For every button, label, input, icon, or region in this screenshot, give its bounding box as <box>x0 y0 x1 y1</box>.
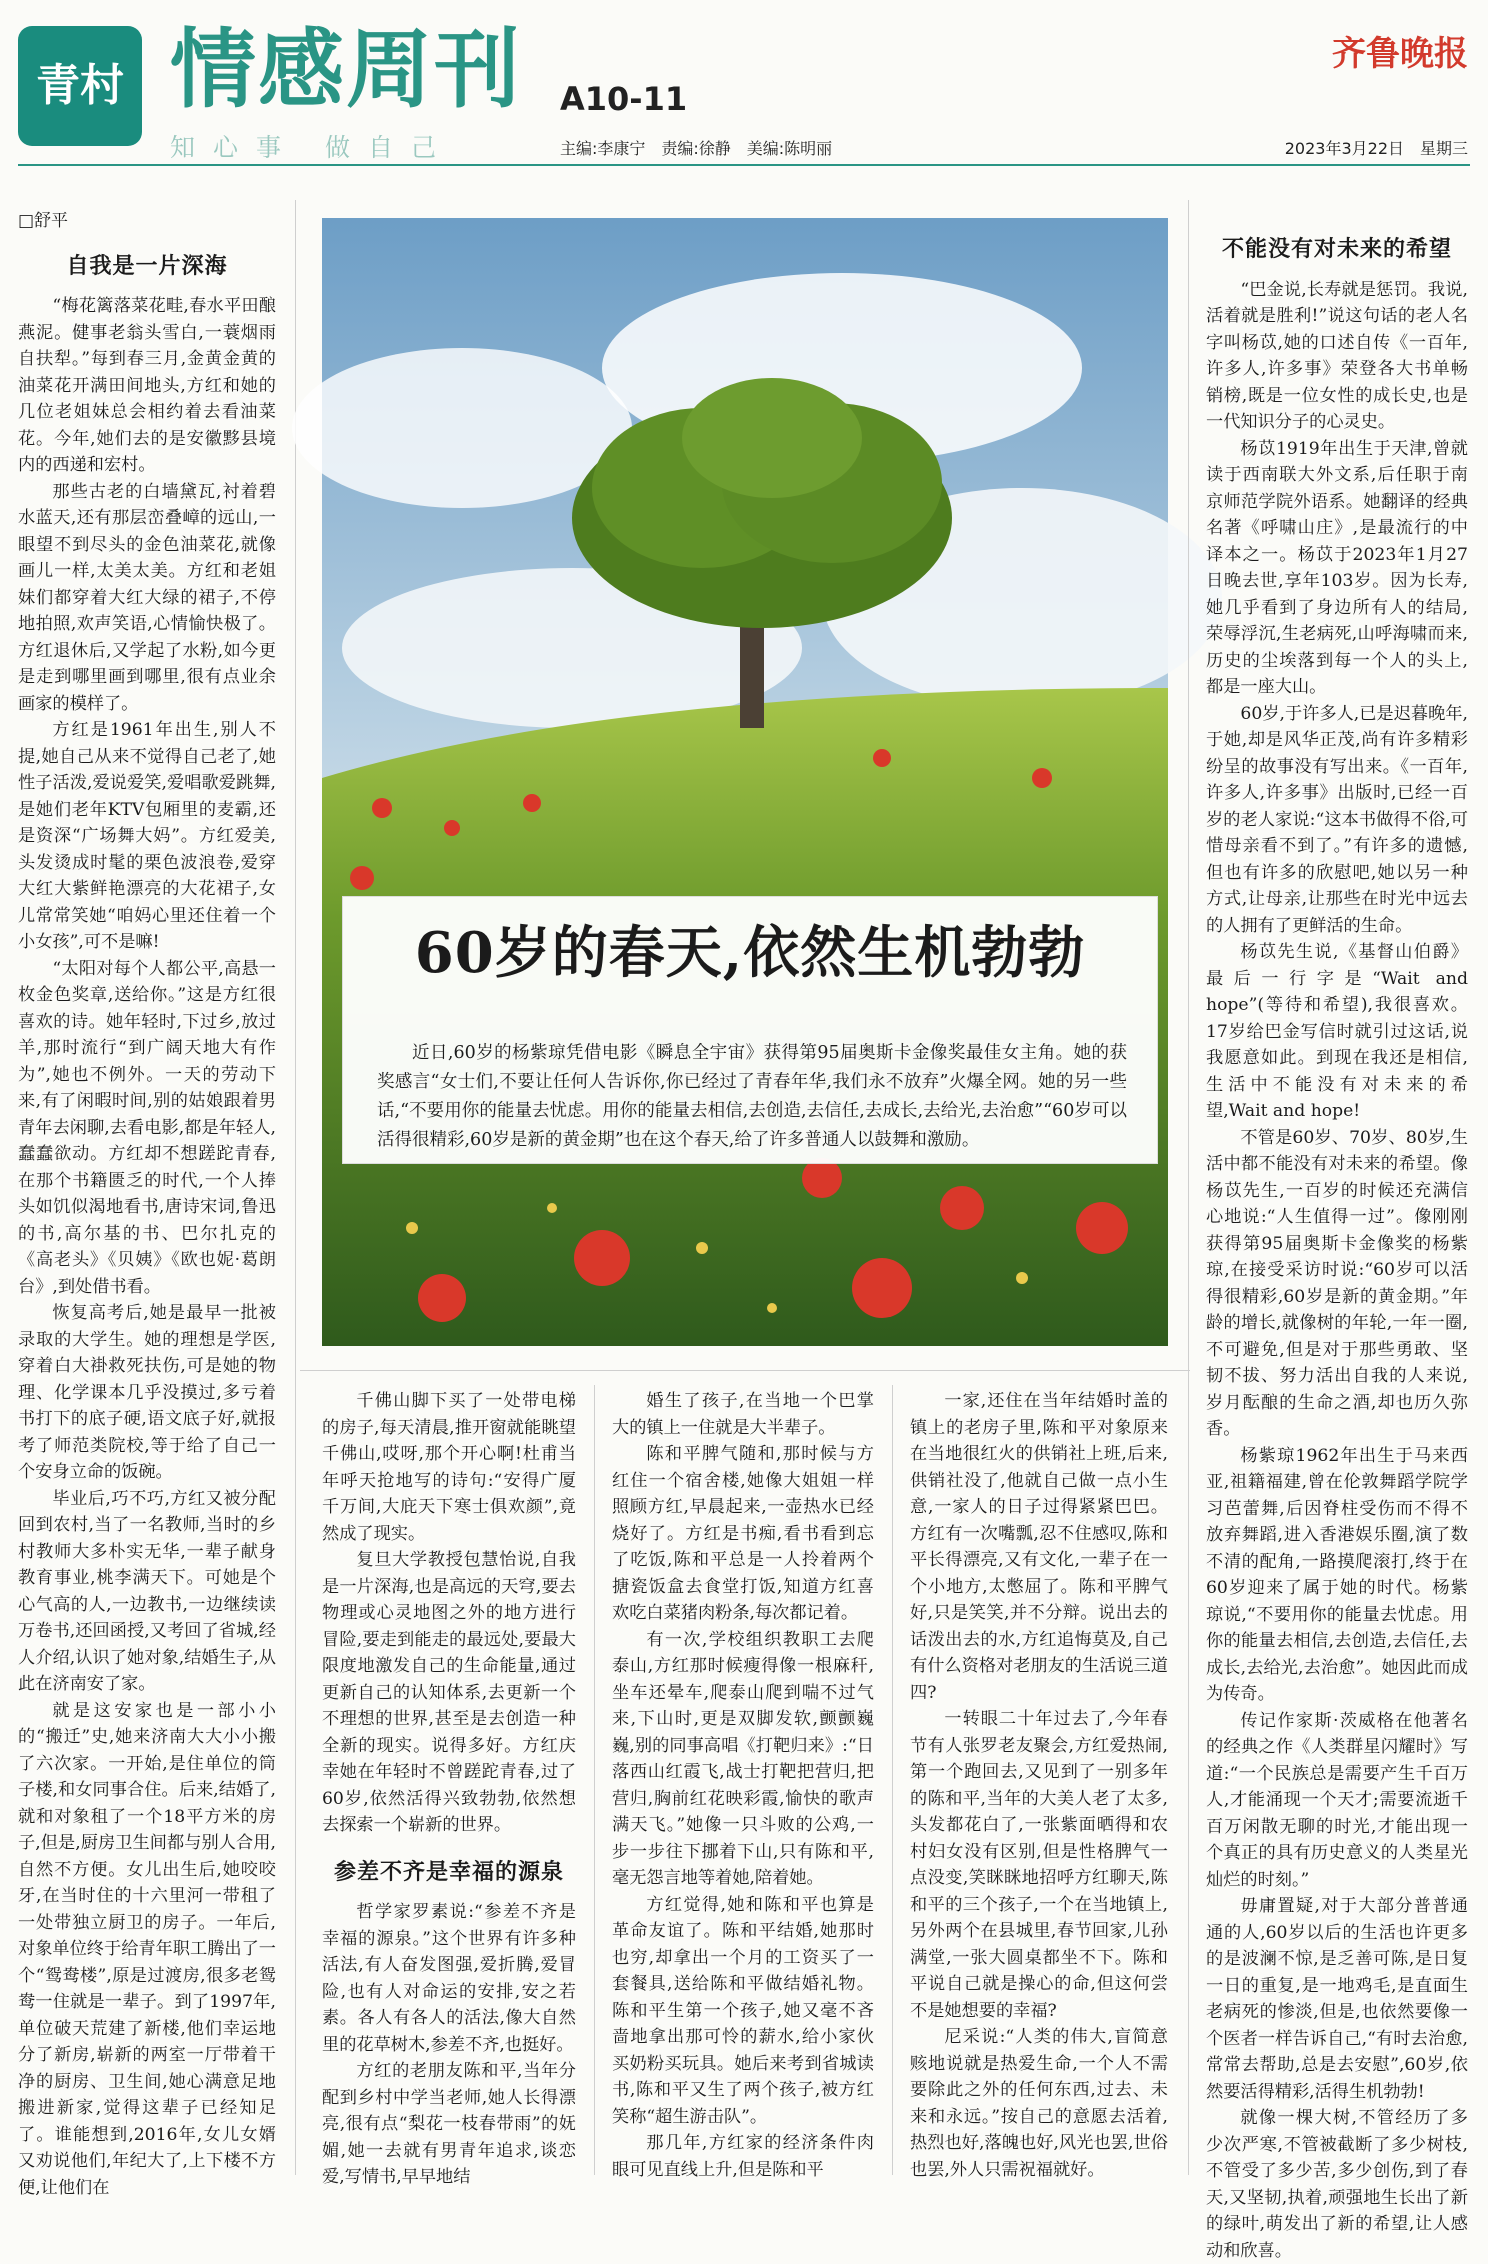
feature-headline: 60岁的春天,依然生机勃勃 <box>414 920 1086 986</box>
paragraph: 哲学家罗素说:“参差不齐是幸福的源泉。”这个世界有许多种活法,有人奋发图强,爱折腾,爱冒险,也有人对命运的安排,安之若素。各人有各人的活法,像大自然里的花草树木,参差不齐,也挺好。 <box>322 1902 576 2055</box>
paragraph: 毕业后,巧不巧,方红又被分配回到农村,当了一名教师,当时的乡村教师大多朴实无华,一辈子献身教育事业,桃李满天下。可她是个心气高的人,一边教书,一边继续读万卷书,还回函授,又考回了省城,经人介绍,认识了她对象,结婚生子,从此在济南安了家。 <box>18 1488 276 1694</box>
paragraph: 有一次,学校组织教职工去爬泰山,方红那时候瘦得像一根麻秆,坐车还晕车,爬泰山爬到喘不过气来,下山时,更是双脚发软,颤颤巍巍,别的同事高唱《打靶归来》:“日落西山红霞飞,战士打靶把营归,把营归,胸前红花映彩霞,愉快的歌声满天飞。”她像一只斗败的公鸡,一步一步往下挪着下山,只有陈和平,毫无怨言地等着她,陪着她。 <box>612 1629 874 1888</box>
paragraph: 千佛山脚下买了一处带电梯的房子,每天清晨,推开窗就能眺望千佛山,哎呀,那个开心啊!杜甫当年呼天抢地写的诗句:“安得广厦千万间,大庇天下寒士俱欢颜”,竟然成了现实。 <box>322 1391 576 1544</box>
feature-intro: 近日,60岁的杨紫琼凭借电影《瞬息全宇宙》获得第95届奥斯卡金像奖最佳女主角。她的获奖感言“女士们,不要让任何人告诉你,你已经过了青春年华,我们永不放弃”火爆全网。她的另一些话,“不要用你的能量去忧虑。用你的能量去相信,去创造,去信任,去成长,去给光,去治愈”“60岁可以活得很精彩,60岁是新的黄金期”也在这个春天,给了许多普通人以鼓舞和激励。 <box>377 1043 1127 1150</box>
article-column-right <box>1206 230 1468 2261</box>
paragraph: 方红的老朋友陈和平,当年分配到乡村中学当老师,她人长得漂亮,很有点“梨花一枝春带雨”的妩媚,她一去就有男青年追求,谈恋爱,写情书,早早地结 <box>322 2061 576 2187</box>
paragraph-list <box>18 293 276 2201</box>
publication-date: 2023年3月22日 星期三 <box>1284 139 1468 158</box>
feature-lead-box <box>342 896 1158 1164</box>
paragraph: 方红是1961年出生,别人不提,她自己从来不觉得自己老了,她性子活泼,爱说爱笑,爱唱歌爱跳舞,是她们老年KTV包厢里的麦霸,还是资深“广场舞大妈”。方红爱美,头发烫成时髦的栗色波浪卷,爱穿大红大紫鲜艳漂亮的大花裙子,女儿常常笑她“咱妈心里还住着一个小女孩”,可不是嘛! <box>18 720 276 952</box>
paragraph: “梅花篱落菜花畦,春水平田酿燕泥。健事老翁头雪白,一蓑烟雨自扶犁。”每到春三月,金黄金黄的油菜花开满田间地头,方红和她的几位老姐妹总会相约着去看油菜花。今年,她们去的是安徽黟县境内的西递和宏村。 <box>18 296 276 475</box>
paragraph: 就像一棵大树,不管经历了多少次严寒,不管被截断了多少树枝,不管受了多少苦,多少创伤,到了春天,又坚韧,执着,顽强地生长出了新的绿叶,萌发出了新的希望,让人感动和欣喜。 <box>1206 2108 1468 2261</box>
paragraph: 不管是60岁、70岁、80岁,生活中都不能没有对未来的希望。像杨苡先生,一百岁的时候还充满信心地说:“人生值得一过”。像刚刚获得第95届奥斯卡金像奖的杨紫琼,在接受采访时说:“60岁可以活得很精彩,60岁是新的黄金期。”年龄的增长,就像树的年轮,一年一圈,不可避免,但是对于那些勇敢、坚韧不拔、努力活出自我的人来说,岁月酝酿的生命之酒,却也历久弥香。 <box>1206 1127 1468 1439</box>
paragraph: 杨苡1919年出生于天津,曾就读于西南联大外文系,后任职于南京师范学院外语系。她翻译的经典名著《呼啸山庄》,是最流行的中译本之一。杨苡于2023年1月27日晚去世,享年103岁。因为长寿,她几乎看到了身边所有人的结局,荣辱浮沉,生老病死,山呼海啸而来,历史的尘埃落到每一个人的头上,都是一座大山。 <box>1206 438 1468 697</box>
paragraph: 传记作家斯·茨威格在他著名的经典之作《人类群星闪耀时》写道:“一个民族总是需要产生千百万人,才能涌现一个天才;需要流逝千百万闲散无聊的时光,才能出现一个真正的具有历史意义的人类星光灿烂的时刻。” <box>1206 1710 1468 1890</box>
section-heading-happiness: 参差不齐是幸福的源泉 <box>333 1858 564 1885</box>
section-heading-hope: 不能没有对未来的希望 <box>1221 236 1452 262</box>
paragraph: 杨紫琼1962年出生于马来西亚,祖籍福建,曾在伦敦舞蹈学院学习芭蕾舞,后因脊柱受伤而不得不放弃舞蹈,进入香港娱乐圈,演了数不清的配角,一路摸爬滚打,终于在60岁迎来了属于她的时代。杨紫琼说,“不要用你的能量去忧虑。用你的能量去相信,去创造,去信任,去成长,去给光,去治愈”。她因此而成为传奇。 <box>1206 1445 1468 1704</box>
column-divider <box>1188 200 1189 2175</box>
paragraph: “巴金说,长寿就是惩罚。我说,活着就是胜利!”说这句话的老人名字叫杨苡,她的口述自传《一百年,许多人,许多事》荣登各大书单畅销榜,既是一位女性的成长史,也是一代知识分子的心灵史。 <box>1206 279 1468 432</box>
paragraph: 尼采说:“人类的伟大,盲简意赅地说就是热爱生命,一个人不需要除此之外的任何东西,过去、未来和永远。”按自己的意愿去活着,热烈也好,落魄也好,风光也罢,世俗也罢,外人只需祝福就好。 <box>910 2027 1168 2180</box>
page-title: 情感周刊 <box>170 19 522 120</box>
page-subtitle: 知心事 做自己 <box>170 133 454 162</box>
byline: □舒平 <box>18 211 69 231</box>
article-column-3 <box>612 1388 874 2178</box>
tree-meadow-illustration <box>322 218 1168 1346</box>
section-divider <box>300 1370 1190 1371</box>
column-logo: 青村 <box>18 26 142 146</box>
paragraph: 毋庸置疑,对于大部分普普通通的人,60岁以后的生活也许更多的是波澜不惊,是乏善可陈,是日复一日的重复,是一地鸡毛,是直面生老病死的惨淡,但是,也依然要像一个医者一样告诉自己,“有时去治愈,常常去帮助,总是去安慰”,60岁,依然要活得精彩,活得生机勃勃! <box>1206 1896 1468 2102</box>
hero-photo <box>322 218 1168 1346</box>
article-column-2 <box>322 1388 576 2187</box>
paragraph: 复旦大学教授包慧怡说,自我是一片深海,也是高远的天穹,要去物理或心灵地图之外的地方进行冒险,要走到能走的最远处,要最大限度地激发自己的生命能量,通过更新自己的认知体系,去更新一个不理想的世界,甚至是去创造一种全新的现实。说得多好。方红庆幸她在年轻时不曾蹉跎青春,过了60岁,依然活得兴致勃勃,依然想去探索一个崭新的世界。 <box>322 1550 576 1835</box>
paragraph: 陈和平脾气随和,那时候与方红住一个宿舍楼,她像大姐姐一样照顾方红,早晨起来,一壶热水已经烧好了。方红是书痴,看书看到忘了吃饭,陈和平总是一人拎着两个搪瓷饭盒去食堂打饭,知道方红喜欢吃白菜猪肉粉条,每次都记着。 <box>612 1444 874 1623</box>
paragraph: 一家,还住在当年结婚时盖的镇上的老房子里,陈和平对象原来在当地很红火的供销社上班,后来,供销社没了,他就自己做一点小生意,一家人的日子过得紧紧巴巴。方红有一次嘴瓢,忍不住感叹,陈和平长得漂亮,又有文化,一辈子在一个小地方,太憋屈了。陈和平脾气好,只是笑笑,并不分辩。说出去的话泼出去的水,方红追悔莫及,自己有什么资格对老朋友的生活说三道四? <box>910 1391 1168 1703</box>
paragraph: 婚生了孩子,在当地一个巴掌大的镇上一住就是大半辈子。 <box>612 1391 874 1438</box>
paragraph: 一转眼二十年过去了,今年春节有人张罗老友聚会,方红爱热闹,第一个跑回去,又见到了一别多年的陈和平,当年的大美人老了太多,头发都花白了,一张紫面晒得和农村妇女没有区别,但是性格脾气一点没变,笑眯眯地招呼方红聊天,陈和平的三个孩子,一个在当地镇上,另外两个在县城里,春节回家,儿孙满堂,一张大圆桌都坐不下。陈和平说自己就是操心的命,但这何尝不是她想要的幸福? <box>910 1709 1168 2021</box>
masthead-rule <box>18 164 1470 166</box>
column-divider <box>892 1385 893 2175</box>
newspaper-logo: 齐鲁晚报 <box>1332 34 1468 74</box>
article-column-4 <box>910 1388 1168 2178</box>
column-divider <box>594 1385 595 2175</box>
paragraph: 杨苡先生说,《基督山伯爵》最后一行字是“Wait and hope”(等待和希望),我很喜欢。17岁给巴金写信时就引过这话,说我愿意如此。到现在我还是相信,生活中不能没有对未来的希望,Wait and hope! <box>1206 942 1468 1121</box>
page-number: A10-11 <box>560 80 688 118</box>
column-divider <box>295 200 296 2175</box>
article-column-left <box>18 208 276 2198</box>
paragraph: 那些古老的白墙黛瓦,衬着碧水蓝天,还有那层峦叠嶂的远山,一眼望不到尽头的金色油菜花,就像画儿一样,太美太美。方红和老姐妹们都穿着大红大绿的裙子,不停地拍照,欢声笑语,心情愉快极了。方红退休后,又学起了水粉,如今更是走到哪里画到哪里,很有点业余画家的模样了。 <box>18 481 276 714</box>
paragraph: 那几年,方红家的经济条件肉眼可见直线上升,但是陈和平 <box>612 2133 874 2180</box>
editor-credits: 主编:李康宁 责编:徐静 美编:陈明丽 <box>560 139 833 158</box>
section-heading-deep-sea: 自我是一片深海 <box>66 252 228 279</box>
paragraph: 60岁,于许多人,已是迟暮晚年,于她,却是风华正茂,尚有许多精彩纷呈的故事没有写出来。《一百年,许多人,许多事》出版时,已经一百岁的老人家说:“这本书做得不俗,可惜母亲看不到了。”有许多的遗憾,但也有许多的欣慰吧,她以另一种方式,让母亲,让那些在时光中远去的人拥有了更鲜活的生命。 <box>1206 703 1468 936</box>
paragraph: 方红觉得,她和陈和平也算是革命友谊了。陈和平结婚,她那时也穷,却拿出一个月的工资买了一套餐具,送给陈和平做结婚礼物。陈和平生第一个孩子,她又毫不吝啬地拿出那可怜的薪水,给小家伙买奶粉买玩具。她后来考到省城读书,陈和平又生了两个孩子,被方红笑称“超生游击队”。 <box>612 1894 874 2127</box>
paragraph: 就是这安家也是一部小小的“搬迁”史,她来济南大大小小搬了六次家。一开始,是住单位的筒子楼,和女同事合住。后来,结婚了,就和对象租了一个18平方米的房子,但是,厨房卫生间都与别人合用,自然不方便。女儿出生后,她咬咬牙,在当时住的十六里河一带租了一处带独立厨卫的房子。一年后,对象单位终于给青年职工腾出了一个“鸳鸯楼”,原是过渡房,很多老鸳鸯一住就是一辈子。到了1997年,单位破天荒建了新楼,他们幸运地分了新房,崭新的两室一厅带着干净的厨房、卫生间,她心满意足地搬进新家,觉得这辈子已经知足了。谁能想到,2016年,女儿女婿又劝说他们,年纪大了,上下楼不方便,让他们在 <box>18 1700 276 2198</box>
paragraph: “太阳对每个人都公平,高悬一枚金色奖章,送给你。”这是方红很喜欢的诗。她年轻时,下过乡,放过羊,那时流行“到广阔天地大有作为”,她也不例外。一天的劳动下来,有了闲暇时间,别的姑娘跟着男青年去闲聊,去看电影,都是年轻人,蠢蠢欲动。方红却不想蹉跎青春,在那个书籍匮乏的时代,一个人捧头如饥似渴地看书,唐诗宋词,鲁迅的书,高尔基的书、巴尔扎克的《高老头》《贝姨》《欧也妮·葛朗台》,到处借书看。 <box>18 958 276 1297</box>
paragraph: 恢复高考后,她是最早一批被录取的大学生。她的理想是学医,穿着白大褂救死扶伤,可是她的物理、化学课本几乎没摸过,多亏着书打下的底子硬,语文底子好,就报考了师范类院校,等于给了自己一个安身立命的饭碗。 <box>18 1303 276 1482</box>
